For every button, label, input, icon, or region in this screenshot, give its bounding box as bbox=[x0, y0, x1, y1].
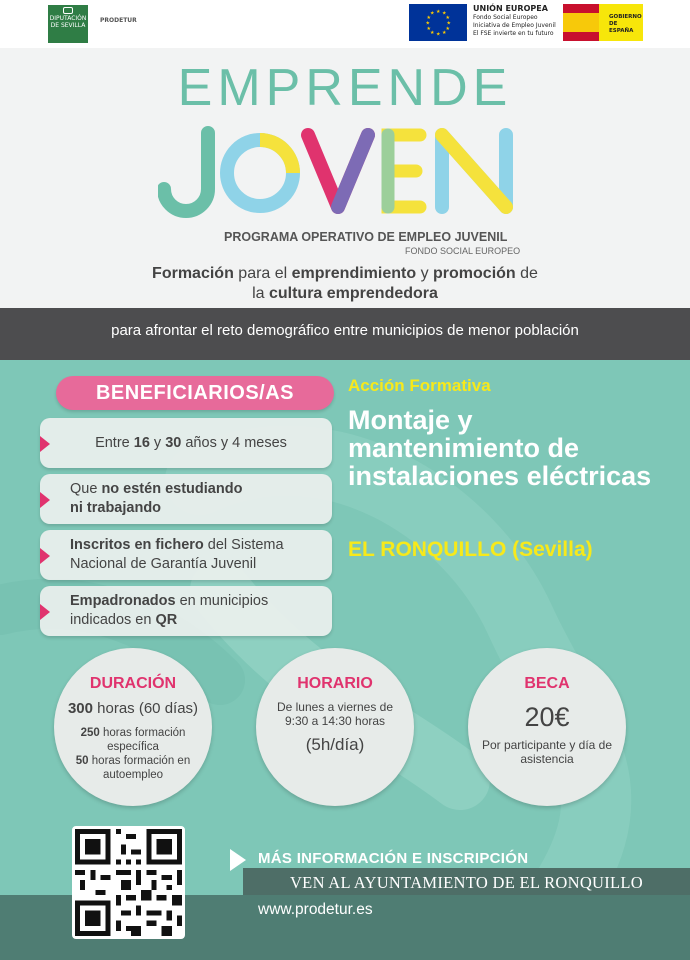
tagline-w8: cultura emprendedora bbox=[268, 285, 438, 302]
visit-band bbox=[243, 868, 690, 895]
svg-text:★: ★ bbox=[442, 30, 447, 36]
tagline-w7: la bbox=[252, 285, 269, 302]
svg-text:★: ★ bbox=[430, 10, 435, 17]
duracion-auto: horas formación en autoempleo bbox=[88, 755, 191, 781]
item1-a: Entre bbox=[95, 434, 134, 451]
eu-title: UNIÓN EUROPEA bbox=[473, 4, 548, 13]
horario-title: HORARIO bbox=[297, 675, 373, 692]
more-info-label: MÁS INFORMACIÓN E INSCRIPCIÓN bbox=[258, 850, 529, 867]
crest-icon bbox=[63, 7, 73, 14]
item2-a: Que bbox=[70, 481, 102, 497]
item-text bbox=[70, 474, 322, 524]
duracion-hours: 300 bbox=[67, 700, 93, 717]
item1-c: y bbox=[149, 434, 166, 451]
reto-text: para afrontar el reto demográfico entre municipios de menor población bbox=[111, 322, 579, 339]
svg-text:★: ★ bbox=[426, 26, 431, 32]
header bbox=[0, 48, 690, 308]
item2-b: no estén estudiando bbox=[101, 481, 243, 497]
duracion-hours-rest: horas (60 días) bbox=[92, 700, 199, 717]
svg-text:★: ★ bbox=[446, 20, 451, 27]
diputacion-logo bbox=[48, 5, 88, 43]
svg-text:★: ★ bbox=[436, 31, 441, 38]
bullet-triangle-icon bbox=[40, 492, 50, 508]
duracion-title: DURACIÓN bbox=[89, 675, 177, 692]
beca-note: Por participante y día de asistencia bbox=[481, 738, 613, 766]
svg-text:★: ★ bbox=[426, 15, 431, 21]
svg-text:★: ★ bbox=[445, 15, 450, 21]
joven-text: JOVEN bbox=[158, 125, 162, 126]
horario-circle bbox=[256, 648, 414, 806]
diputacion-text: DIPUTACIÓN DE SEVILLA bbox=[49, 15, 87, 29]
item1-b: 16 bbox=[133, 434, 150, 451]
beneficiario-item-empadronados bbox=[40, 586, 332, 636]
course-location: EL RONQUILLO (Sevilla) bbox=[348, 538, 593, 561]
tagline-w2: para el bbox=[233, 265, 292, 282]
gobierno-espana-logo bbox=[563, 4, 643, 41]
beneficiarios-title: BENEFICIARIOS/AS bbox=[56, 376, 334, 410]
item-text bbox=[70, 530, 322, 580]
tagline-w5: promoción bbox=[433, 265, 516, 282]
beneficiario-item-edad bbox=[40, 418, 332, 468]
qr-code-icon bbox=[75, 829, 182, 936]
item1-e: años y 4 meses bbox=[181, 434, 287, 451]
visit-text: VEN AL AYUNTAMIENTO DE EL RONQUILLO bbox=[289, 873, 644, 892]
duracion-spec-n: 250 bbox=[80, 727, 100, 739]
bullet-triangle-icon bbox=[40, 604, 50, 620]
website-link[interactable]: www.prodetur.es bbox=[258, 901, 373, 918]
gobierno-text: GOBIERNO DE ESPAÑA bbox=[609, 14, 642, 34]
beca-title: BECA bbox=[524, 675, 570, 692]
item4-c: indicados en bbox=[70, 612, 156, 628]
bullet-triangle-icon bbox=[40, 548, 50, 564]
tagline-w3: emprendimiento bbox=[291, 265, 417, 282]
course-title: Montaje y mantenimiento de instalaciones eléctricas bbox=[348, 405, 652, 491]
duracion-detalle bbox=[62, 726, 204, 782]
logo-bar bbox=[0, 0, 690, 48]
beneficiario-item-inscritos bbox=[40, 530, 332, 580]
qr-code[interactable] bbox=[72, 826, 185, 939]
svg-text:★: ★ bbox=[436, 9, 441, 15]
item-text bbox=[60, 418, 322, 468]
reto-band bbox=[0, 308, 690, 360]
svg-text:★: ★ bbox=[430, 30, 435, 36]
item3-c: Nacional de Garantía Juvenil bbox=[70, 556, 257, 572]
duracion-spec: horas formación específica bbox=[99, 727, 186, 753]
duracion-circle bbox=[54, 648, 212, 806]
svg-text:★: ★ bbox=[425, 20, 430, 27]
item4-a: Empadronados bbox=[70, 593, 176, 609]
accion-formativa-label: Acción Formativa bbox=[348, 376, 491, 395]
item-text bbox=[70, 586, 322, 636]
item4-d: QR bbox=[155, 612, 178, 628]
beca-amount: 20€ bbox=[524, 702, 570, 732]
item1-d: 30 bbox=[165, 434, 182, 451]
eu-line3: El FSE invierte en tu futuro bbox=[473, 30, 554, 37]
tagline-w4: y bbox=[416, 265, 434, 282]
beneficiario-item-situacion bbox=[40, 474, 332, 524]
horario-days: De lunes a viernes de 9:30 a 14:30 horas bbox=[276, 700, 394, 728]
eu-text bbox=[473, 4, 563, 38]
spain-flag-icon bbox=[563, 4, 599, 41]
eu-line2: Iniciativa de Empleo Juvenil bbox=[473, 22, 556, 29]
eu-line1: Fondo Social Europeo bbox=[473, 14, 538, 21]
bullet-triangle-icon bbox=[40, 436, 50, 452]
item3-b: del Sistema bbox=[203, 537, 284, 553]
tagline-w1: Formación bbox=[152, 265, 234, 282]
tagline-w6: de bbox=[515, 265, 538, 282]
duracion-total bbox=[54, 700, 212, 717]
tagline bbox=[60, 264, 630, 304]
duracion-auto-n: 50 bbox=[75, 755, 89, 767]
beca-circle bbox=[468, 648, 626, 806]
svg-text:★: ★ bbox=[442, 10, 447, 17]
title-joven bbox=[158, 125, 528, 221]
item2-c: ni trabajando bbox=[70, 500, 162, 516]
item3-a: Inscritos en fichero bbox=[70, 537, 204, 553]
program-title: PROGRAMA OPERATIVO DE EMPLEO JUVENIL bbox=[224, 230, 508, 244]
main-section bbox=[0, 360, 690, 960]
title-emprende: EMPRENDE bbox=[177, 59, 513, 117]
eu-flag-icon bbox=[409, 4, 467, 41]
horario-per-day: (5h/día) bbox=[305, 735, 365, 754]
item4-b: en municipios bbox=[175, 593, 269, 609]
prodetur-logo: PRODETUR bbox=[100, 17, 137, 24]
program-fund: FONDO SOCIAL EUROPEO bbox=[405, 246, 521, 256]
svg-text:★: ★ bbox=[445, 26, 450, 32]
